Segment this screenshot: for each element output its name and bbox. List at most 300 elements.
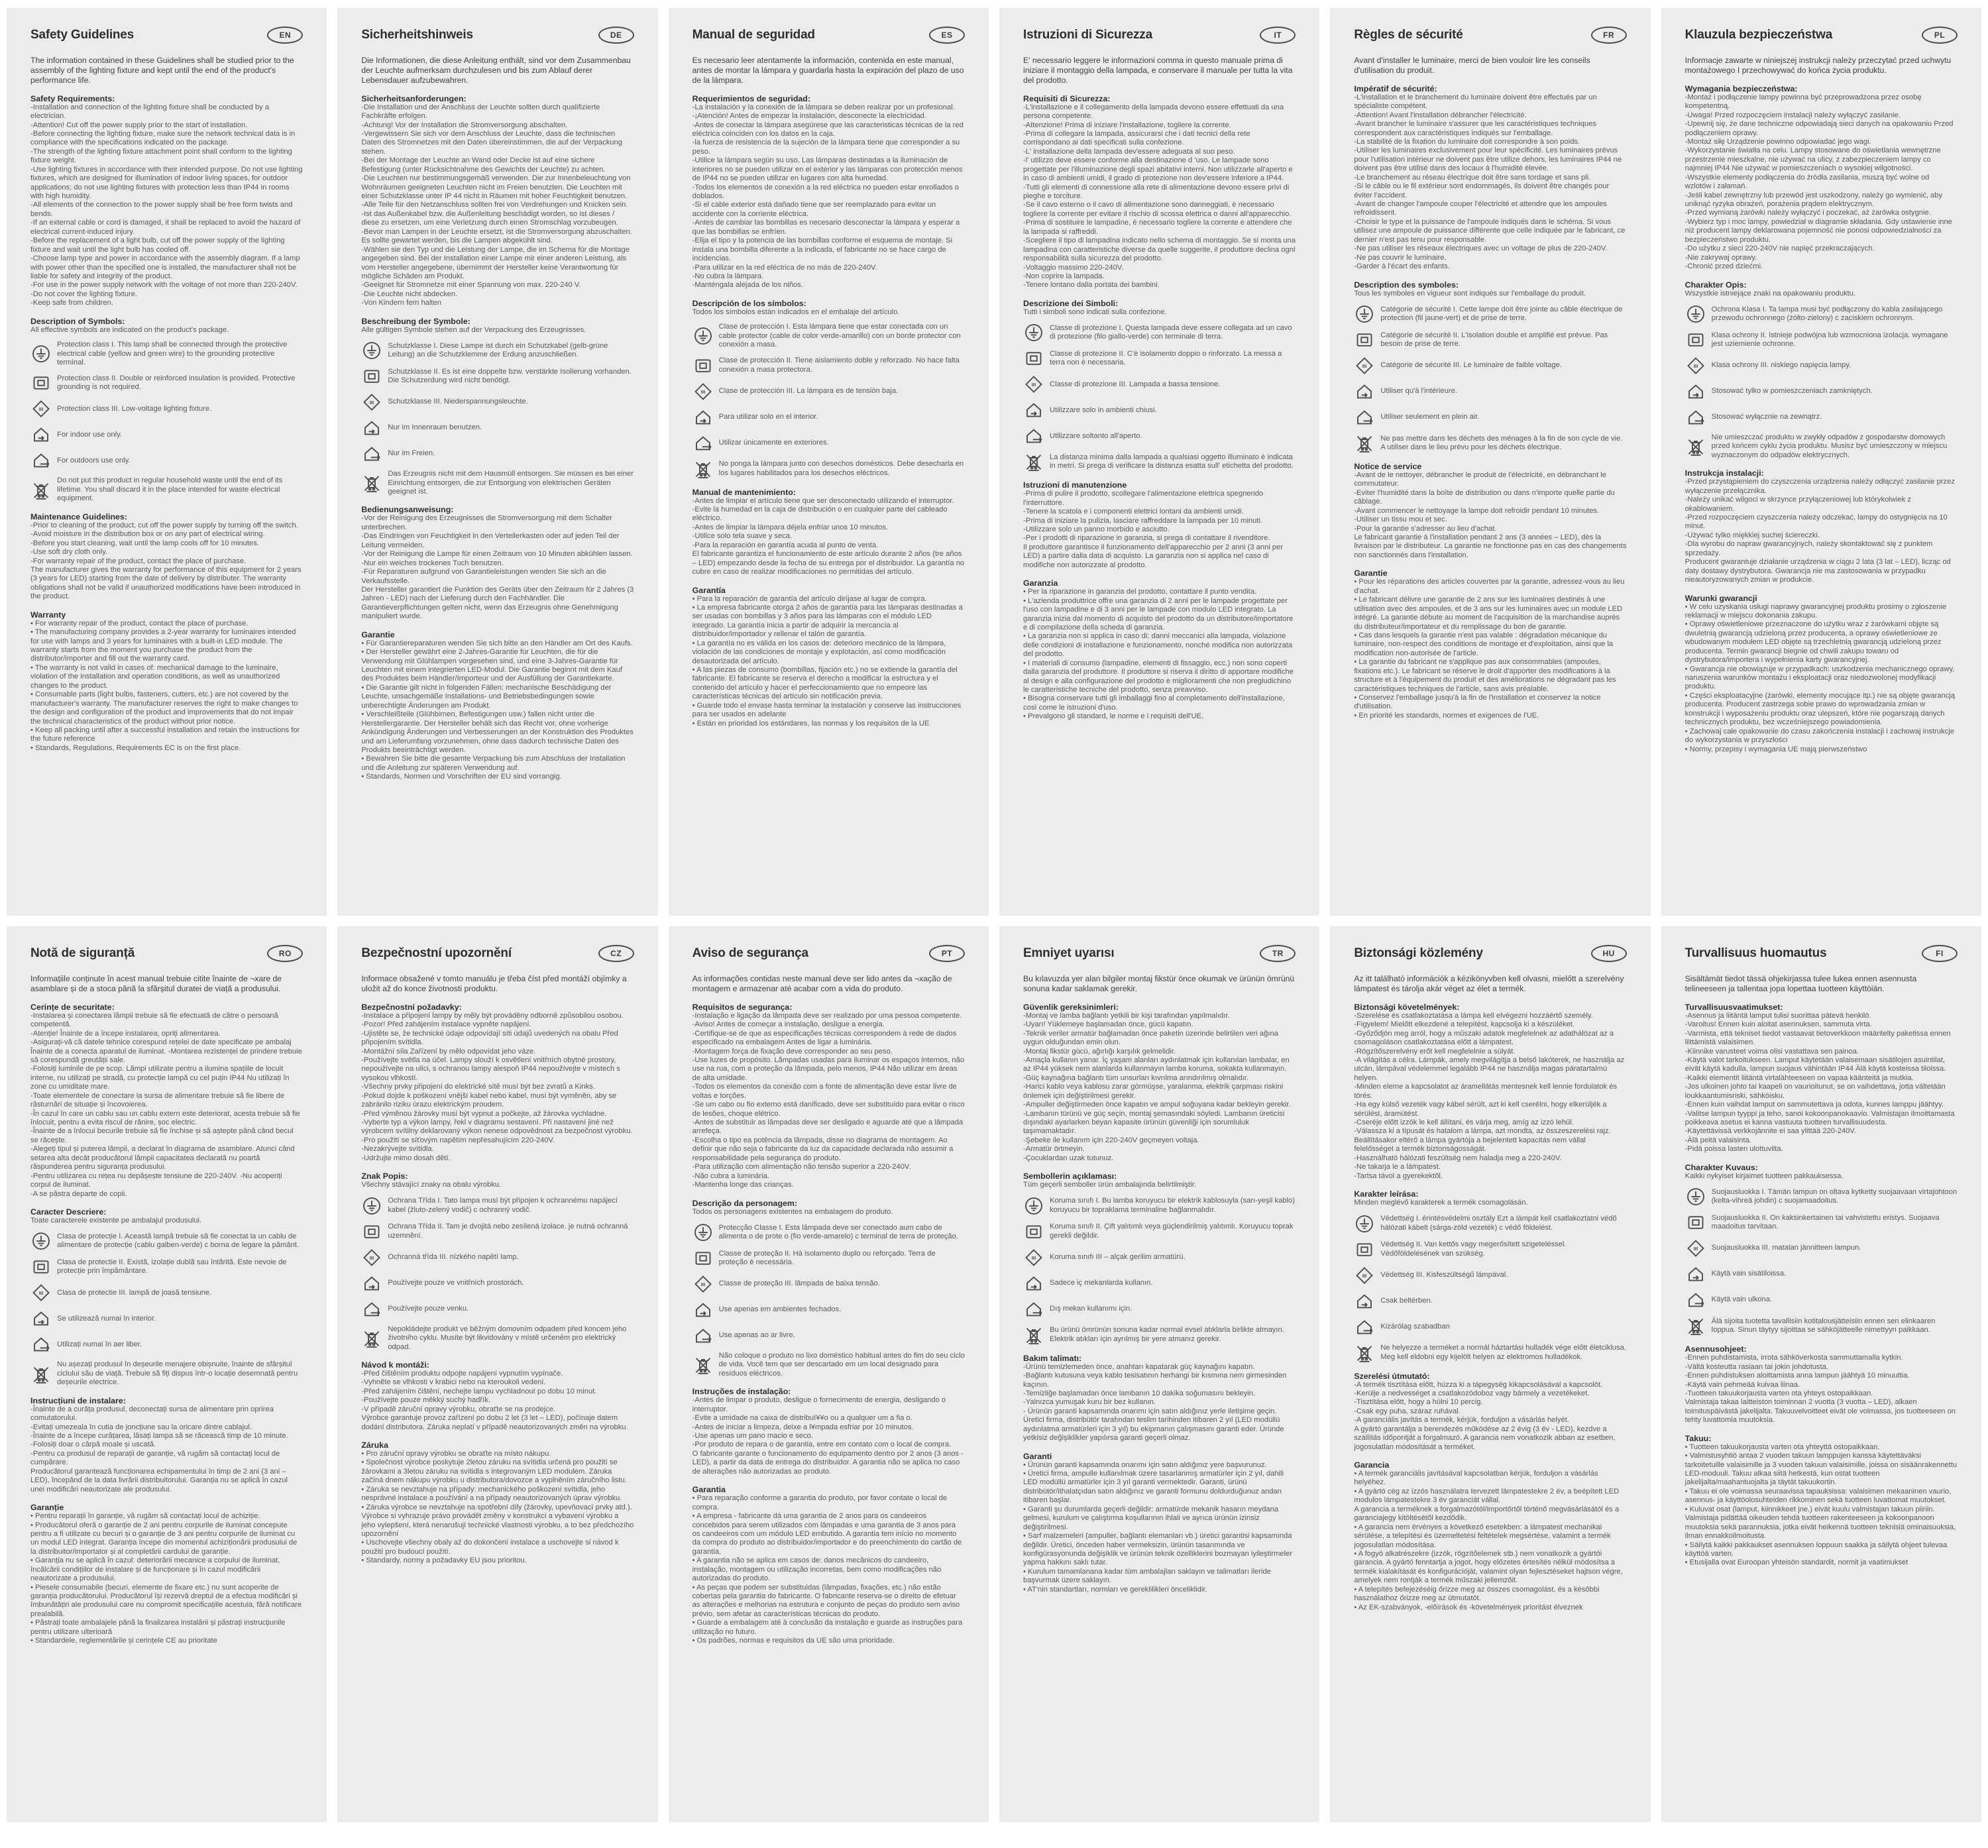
language-badge-label: ES bbox=[941, 30, 953, 40]
symbol-text: Classe di protezione I. Questa lampada deve essere collegata ad un cavo di protezione (filo giallo-verde) con terminale di terra. bbox=[1050, 323, 1292, 341]
instruction-line: • L'azienda produttrice offre una garanzia di 2 anni per le lampade progettate per l'uso con lampadine e di 3 anni per le lampade con modulo LED integrato. La garanzia inizia dal momento di acquisto del prodotto da un distributore/importatore e di compilazione della scheda di garanzia. bbox=[1023, 596, 1294, 631]
protection-class-3-icon bbox=[361, 1248, 382, 1268]
symbol-row bbox=[30, 476, 303, 503]
symbol-text: Bu ürünü ömrünün sonuna kadar normal evsel atıklarla birlikte atmayın. Elektrik atıkları için ayrılmış bir yere atmanız gerekir. bbox=[1050, 1326, 1284, 1343]
symbol-row bbox=[1354, 1240, 1626, 1260]
language-badge-label: EN bbox=[279, 30, 292, 40]
indoor-use-icon bbox=[1354, 1291, 1375, 1311]
instruction-line: -Należy unikać wilgoci w skrzynce przyłączeniowej lub którykolwiek z okablowaniem. bbox=[1684, 496, 1911, 513]
symbol-text: Sadece iç mekanlarda kullanın. bbox=[1050, 1278, 1153, 1287]
instruction-line: -Înainte de a începe curățarea, lăsați lampa să se răcească timp de 10 minute. bbox=[30, 1432, 288, 1440]
weee-bin-icon bbox=[361, 473, 382, 493]
leaflet-row-1 bbox=[7, 8, 1981, 916]
symbol-text: Používejte pouze venku. bbox=[388, 1304, 469, 1313]
instruction-line: -Avant de le nettoyer, débrancher le produit de l'électricité, en débranchant le commutateur. bbox=[1354, 470, 1607, 488]
section-heading: Návod k montáži: bbox=[361, 1360, 429, 1370]
instruction-line: • A termék garanciális javításával kapcsolatban kérjük, forduljon a vásárlás helyéhez. bbox=[1354, 1470, 1598, 1487]
indoor-use-icon bbox=[1023, 400, 1044, 420]
instruction-line: -Pentru ca produsul de reparații de garanție, vă rugăm să contactați locul de cumpărare. bbox=[30, 1449, 280, 1467]
symbol-row bbox=[1685, 408, 1958, 427]
section-heading: Istruzioni di manutenzione bbox=[1023, 480, 1127, 490]
instruction-line: -Figyelem! Mielőtt elkezdené a telepítést, kapcsolja ki a készüléket. bbox=[1354, 1020, 1575, 1029]
instruction-line: • Tuotteen takuukorjausta varten ota yhteyttä ostopaikkaan. bbox=[1684, 1442, 1880, 1451]
instruction-line: -Használható hálózati feszültség nem haladja meg a 220-240V. bbox=[1354, 1154, 1562, 1162]
instruction-line: Producent gwarantuje działanie urządzenia w ciągu 2 lata (3 lat – LED), licząc od daty dostawy dystrybutora. Gwarancja nie ma zastosowania w przypadku nieautoryzowanych zmian w produkcie. bbox=[1684, 558, 1951, 584]
instruction-line: -Use soft dry cloth only. bbox=[30, 548, 108, 557]
instruction-line: -Nur ein weiches trockenes Tuch benutzen. bbox=[361, 559, 504, 567]
protection-class-2-icon bbox=[361, 366, 382, 386]
symbol-row bbox=[1023, 323, 1296, 343]
instruction-line: -Die Leuchte nicht abdecken. bbox=[361, 290, 458, 298]
instruction-line: El fabricante garantiza el funcionamiento de este artículo durante 2 años (tre años – LED) empezando desde la fecha de su entrega por el distribuidor. La garantía no cubre en caso de realizar modificaciones no permitidas del artículo. bbox=[692, 550, 965, 576]
instruction-line: -Antes de conectar la lámpara asegúrese que las caracteristicas técnicas de la red eléctrica coinciden con los datos en la caja. bbox=[692, 121, 964, 138]
indoor-use-icon bbox=[1023, 1274, 1044, 1293]
instruction-line: A garancia a terméknek a forgalmazótól/importőrtől történő megvásárlásától és a garanciajegy kitöltésétől kezdődik. bbox=[1354, 1505, 1620, 1523]
instruction-line: -Nezakrývejte svítidla. bbox=[361, 1145, 434, 1154]
section-heading: Asennusohjeet: bbox=[1684, 1344, 1747, 1354]
language-badge bbox=[1260, 945, 1296, 962]
indoor-use-icon bbox=[692, 1300, 714, 1320]
instruction-line: -Älä peitä valaisinta. bbox=[1684, 1136, 1751, 1144]
weee-bin-icon bbox=[1685, 437, 1706, 457]
symbol-text: Kizárólag szabadban bbox=[1380, 1322, 1450, 1331]
symbol-row bbox=[361, 418, 634, 438]
column-header bbox=[361, 946, 634, 962]
column-intro: Informațiile conținute în acest manual trebuie citite înainte de ¬xare de asamblare și de a stoca până la sfârșitul duratei de viață a produsului. bbox=[30, 974, 282, 993]
symbol-row bbox=[692, 459, 965, 479]
symbol-row bbox=[361, 470, 634, 496]
section-lead: Tutti i simboli sono indicati sulla confezione. bbox=[1023, 307, 1167, 316]
symbol-text: Protection class II. Double or reinforced insulation is provided. Protective grounding is not required. bbox=[57, 374, 296, 392]
weee-bin-icon bbox=[1354, 1343, 1375, 1363]
instruction-line: -Armatür örtmeyin. bbox=[1023, 1145, 1085, 1154]
instruction-line: • Etusijalla ovat Euroopan yhteisön standardit, normit ja vaatimukset bbox=[1684, 1558, 1908, 1567]
instruction-line: -Kiinnike varusteet voima olisi vastattava sen painoa. bbox=[1684, 1047, 1859, 1056]
instruction-line: • Gwarancja nie obowiązuje w przypadkach: uszkodzenia mechanicznego oprawy, naruszenia warunków montażu i eksploatacji oraz niedozwolonej modyfikacji produktu. bbox=[1684, 665, 1955, 691]
instruction-line: -Ne takarja le a lámpatest. bbox=[1354, 1163, 1441, 1171]
column-header bbox=[1685, 946, 1958, 962]
symbol-text: Nur im Freien. bbox=[388, 449, 435, 458]
protection-class-3-icon bbox=[1685, 1238, 1706, 1258]
instruction-line: -Wszystkie elementy podłączenia do źródła zasilania, muszą być wolne od wzlotów i załamań. bbox=[1684, 173, 1930, 191]
instruction-line: • Standards, Regulations, Requirements EC is on the first place. bbox=[30, 743, 241, 752]
protection-class-2-icon bbox=[361, 1222, 382, 1242]
protection-class-3-icon bbox=[1354, 356, 1375, 376]
instruction-line: • Consumable parts (light bulbs, fasteners, cutters, etc.) are not covered by the manufacturer's warranty. The manufacturer reserves the right to make changes to the design and configuration of the product and improvements that do not impair the technical characteristics of the product without prior notice. bbox=[30, 690, 298, 726]
instruction-line: Üretici firma, distribütör tarafından teslim tarihinden itibaren 2 yıl (LED modüllü aydınlatma armatürleri için 3 yıl) bu ekipmanın çalışmasını garanti eder. Üründe yetkisiz değişiklikler yapılırsa garanti geçerli olmaz. bbox=[1023, 1416, 1284, 1442]
weee-bin-icon bbox=[1354, 433, 1375, 453]
protection-class-1-icon bbox=[1685, 1187, 1706, 1207]
section-lead: Všechny stávající znaky na obalu výrobku. bbox=[361, 1181, 502, 1189]
sections bbox=[1685, 1003, 1958, 1568]
language-column bbox=[999, 926, 1319, 1822]
section bbox=[692, 1387, 965, 1476]
column-title: Klauzula bezpieczeństwa bbox=[1684, 28, 1833, 42]
symbol-row bbox=[1354, 1214, 1626, 1234]
symbol-text: Ochrana Třída II. Tam je dvojitá nebo zesílená izolace. je nutná ochranná uzemnění. bbox=[388, 1223, 628, 1240]
instruction-line: -If an external cable or cord is damaged, it shall be replaced to avoid the hazard of electrical current-induced injury. bbox=[30, 219, 301, 236]
instruction-line: -Valitse lampun tyyppi ja teho, sanoi kokoonpanokaavio. Valmistajan ilmoittamasta poikkeava asetus ei kanna vastuuta tuotteen turvallisuudesta. bbox=[1684, 1109, 1955, 1126]
instruction-line: -Varmista, että tekniset tiedot vastaavat tietoverkkoon määritelty paketissa ennen liittämistä valaisimen. bbox=[1684, 1029, 1951, 1047]
symbol-row bbox=[30, 451, 303, 470]
svg-text:III: III bbox=[1693, 362, 1698, 369]
instruction-line: -Instalação e ligação da lâmpada deve ser realizado por uma pessoa competente. bbox=[692, 1011, 962, 1020]
column-intro: E' necessario leggere le informazioni comma in questo manuale prima di iniziare il montaggio della lampada, e conservare il manuale per tutta la vita del prodotto. bbox=[1023, 56, 1293, 85]
section bbox=[1023, 1452, 1296, 1595]
section bbox=[1685, 594, 1958, 754]
protection-class-3-icon bbox=[1023, 1248, 1044, 1268]
instruction-line: -Před čištěním produktu odpojte napájení vypnutím vypínače. bbox=[361, 1369, 563, 1378]
symbol-text: Clase de protección II. Tiene aislamiento doble y reforzado. No hace falta conexión a masa protectora. bbox=[718, 356, 960, 374]
symbol-row bbox=[30, 1283, 303, 1303]
instruction-line: • Prevalgono gli standard, le norme e i requisiti dell'UE. bbox=[1023, 712, 1204, 721]
instruction-line: • AT'nin standartları, normları ve gereklilikleri önceliklidir. bbox=[1023, 1585, 1207, 1594]
instruction-line: -Antes de cambiar las bombillas es necesario desconectar la lámpara y esperar a que las bombillas se enfríen. bbox=[692, 219, 960, 236]
indoor-use-icon bbox=[361, 1274, 382, 1293]
instruction-line: -Cseréje előtt izzók le kell állítani, és várja meg, amíg az izzó lehűl. bbox=[1354, 1118, 1574, 1126]
column-title: Biztonsági közlemény bbox=[1354, 946, 1483, 960]
language-badge bbox=[267, 945, 303, 962]
instruction-line: -Installation and connection of the lighting fixture shall be conducted by a electrician. bbox=[30, 103, 270, 121]
instruction-line: • Für Garantiereparaturen wenden Sie sich bitte an den Händler am Ort des Kaufs. bbox=[361, 639, 633, 647]
instruction-line: -Das Eindringen von Feuchtigkeit in den Verteilerkasten oder auf jeden Teil der Leitung vermeiden. bbox=[361, 532, 620, 549]
instruction-line: • Piesele consumabile (becuri, elemente de fixare etc.) nu sunt acoperite de garanția producătorului. Producătorul își rezervă dreptul de a efectua modificări și îmbunătățiri ale produsului care nu compromit specificațiile acestuia, fără notificare prealabilă. bbox=[30, 1583, 302, 1618]
section bbox=[30, 1503, 303, 1646]
protection-class-1-icon bbox=[361, 341, 382, 360]
instruction-line: • Der Hersteller gewährt eine 2-Jahres-Garantie für Leuchten, die für die Verwendung mit Glühlampen vorgesehen sind, und eine 3-Jahres-Garantie für Leuchten mit einem integrierten LED-Modul. Die Garantie beginnt mit dem Kauf des Produktes beim Händler/Importeur und der Ausfüllung der Garantiekarte. bbox=[361, 648, 622, 683]
instruction-line: -Certifique-se de que as especificações técnicas correspondem à rede de dados especificado na embalagem Antes de ligar a luminária. bbox=[692, 1029, 957, 1047]
symbol-text: Classe di protezione III. Lampada a bassa tensione. bbox=[1050, 380, 1221, 388]
instruction-line: • A empresa - fabricante dá uma garantia de 2 anos para os candeeiros concebidos para serem utilizados com lâmpadas e uma garantia de 3 anos para os candeeiros com um módulo LED embutido. A garantia tem início no momento da compra do produto ao distribuidor/importador e do preenchimento do cartão de garantia. bbox=[692, 1512, 962, 1556]
instruction-line: -Vor der Reinigung des Erzeugnisses die Stromversorgung mit dem Schalter unterbrechen. bbox=[361, 514, 613, 531]
protection-class-1-icon bbox=[1023, 323, 1044, 343]
symbol-text: Clase de protección I. Esta lámpara tiene que estar conectada con un cable protector (cable de color verde-amarillo) con un borde protector con conexión a masa. bbox=[718, 323, 961, 349]
instruction-line: • Pour les réparations des articles couvertes par la garantie, adressez-vous au lieu d'achat. bbox=[1354, 578, 1625, 595]
symbol-text: Védettség II. Van kettős vagy megerősített szigeteléssel. Védőföldelésének van szükség. bbox=[1380, 1240, 1567, 1258]
symbol-text: Utilizzare soltanto all'aperto. bbox=[1050, 431, 1142, 440]
symbol-text: No ponga la lámpara junto con desechos domésticos. Debe desecharla en los lugares habilitados para los desechos eléctricos. bbox=[718, 460, 964, 477]
instruction-line: -Lambanın türünü ve güç seçin, montaj şemasındaki söyledi. Lambanın üreticisi dışındaki ayarlarken beyan kapasite ürünün güvenliği için sorumluluk taşımamaktadır. bbox=[1023, 1109, 1285, 1136]
instruction-line: -For use in the power supply network with the voltage of not more than 220-240V. bbox=[30, 281, 298, 290]
svg-text:III: III bbox=[700, 1281, 705, 1287]
instruction-line: • The warranty is not valid in cases of: mechanical damage to the luminaire, violation of the installation and operation conditions, as well as unauthorized changes to the product. bbox=[30, 663, 280, 690]
instruction-line: • A las piezas de consumo (bombillas, fijación etc.) no se extiende la garantía del fabricante. El fabricante se reserva el derecho a modificar la estructura y el contenido del artículo y hacer el perfeccionamiento que no empeore las características técnicas del artículo sin notificación previa. bbox=[692, 666, 958, 701]
section bbox=[1354, 84, 1626, 272]
section-heading: Garantie bbox=[1354, 569, 1388, 578]
instruction-line: Valmistaja takaa laitteiston toiminnan 2 vuotta (3 vuotta – LED), alkaen toimituspäivästä jakelijalta. Takuuvelvoitteet eivät ole voimassa, jos tuotteeseen on tehty luvattomia muutoksia. bbox=[1684, 1398, 1956, 1425]
symbol-row bbox=[361, 341, 634, 360]
symbol-row bbox=[361, 1299, 634, 1319]
protection-class-2-icon bbox=[692, 1248, 714, 1268]
section bbox=[1685, 1344, 1958, 1425]
column-header bbox=[361, 28, 634, 44]
outdoor-use-icon bbox=[692, 433, 714, 453]
instruction-line: -A se păstra departe de copii. bbox=[30, 1189, 127, 1198]
instruction-line: -Montaż siłę Urządzenie powinno odpowiadać jego wagi. bbox=[1684, 137, 1871, 146]
instruction-line: -Utiliser un tissu mou et sec. bbox=[1354, 516, 1447, 524]
symbol-row bbox=[692, 1326, 965, 1346]
column-header bbox=[30, 946, 303, 962]
symbol-text: Catégorie de sécurité II. L'isolation double et amplifié est prévue. Pas besoin de prise de terre. bbox=[1380, 331, 1608, 348]
instruction-line: -Evite la humedad en la caja de distribución o en cualquier parte del cableado eléctrico. bbox=[692, 506, 948, 523]
protection-class-2-icon bbox=[1354, 330, 1375, 350]
section-lead: Tous les symboles en vigueur sont indiqués sur l'emballage du produit. bbox=[1354, 289, 1586, 298]
language-badge-label: RO bbox=[278, 949, 292, 958]
instruction-line: -Choose lamp type and power in accordance with the assembly diagram. If a lamp with power other than the specified one is installed, the manufacturer shall not be liable for safety and integrity of the product. bbox=[30, 254, 300, 280]
instruction-line: -Pokud dojde k poškození vnější kabel nebo kabel, musí být vyměněn, aby se zabránilo riziku úrazu elektrickým proudem. bbox=[361, 1091, 617, 1109]
section bbox=[1023, 1003, 1296, 1163]
instruction-line: -Do not cover the lighting fixture. bbox=[30, 290, 138, 298]
svg-text:III: III bbox=[38, 406, 44, 413]
section-lead: Todos los símbolos están indicados en el embalaje del artículo. bbox=[692, 307, 900, 316]
instruction-line: -Před výměnou žárovky musí být vypnut a počkejte, až žárovka vychladne. bbox=[361, 1109, 607, 1118]
instruction-line: -Kerülje a nedvességet a csatlakozódoboz vagy bármely a vezetékeket. bbox=[1354, 1389, 1590, 1397]
symbol-text: Védettség I. érintésvédelmi osztály Ezt a lámpát kell csatlakoztatni védő hálózati kábelt (sárga-zöld vezeték) c védő földelést. bbox=[1380, 1215, 1617, 1232]
symbol-row bbox=[30, 373, 303, 393]
outdoor-use-icon bbox=[1023, 1299, 1044, 1319]
symbol-row bbox=[1354, 1266, 1626, 1285]
section-heading: Beschreibung der Symbole: bbox=[361, 316, 470, 326]
instruction-line: • Kuluvat osat (lamput, kiinnikkeet jne.) eivät kuulu valmistajan takuun piiriin. Valmistaja pidättää oikeuden tehdä tuotteen rakenteeseen ja kokoonpanoon muutoksia sekä parannuksia, jotka eivät heikennä tuotteen teknisiä ominaisuuksia, ilman ennakkoilmoitusta. bbox=[1684, 1505, 1956, 1541]
symbol-text: Nur im Innenraum benutzen. bbox=[388, 423, 482, 432]
section-heading: Requerimientos de seguridad: bbox=[692, 93, 810, 103]
protection-class-1-icon bbox=[1023, 1196, 1044, 1216]
instruction-line: -All elements of the connection to the power supply shall be free form twists and bends. bbox=[30, 201, 293, 218]
instruction-line: -Prima di pulire il prodotto, scollegare l'alimentazione elettrica spegnendo l'interruttore. bbox=[1023, 490, 1264, 507]
language-badge bbox=[1591, 945, 1627, 962]
instruction-line: -Pozor! Před zahájením instalace vypněte napájení. bbox=[361, 1020, 531, 1029]
symbol-text: La distanza minima dalla lampada a qualsiasi oggetto illuminato è indicata in metri. Si prega di verificare la distanza esatta sull' etichetta del prodotto. bbox=[1050, 453, 1294, 470]
section-lead: Toate caracterele existente pe ambalajul produsului. bbox=[30, 1216, 202, 1224]
section-heading: Warranty bbox=[30, 610, 66, 620]
symbol-row bbox=[1354, 330, 1626, 350]
symbol-text: Use apenas em ambientes fechados. bbox=[718, 1305, 842, 1314]
protection-class-2-icon bbox=[692, 356, 714, 376]
instruction-line: -Se il cavo esterno o il cavo di alimentazione sono danneggiati, è necessario togliere la corrente per evitare il rischio di scossa elettrica o danni all'apparecchio. bbox=[1023, 201, 1292, 218]
instruction-line: • Para la reparación de garantía del artículo diríjase al lugar de compra. bbox=[692, 594, 927, 603]
symbol-text: Utiliser seulement en plein air. bbox=[1380, 413, 1480, 421]
section-lead: Todos os personagens existentes na embalagem do produto. bbox=[692, 1207, 893, 1216]
language-badge bbox=[1922, 945, 1958, 962]
symbol-text: Stosować tylko w pomieszczeniach zamkniętych. bbox=[1711, 387, 1873, 396]
instruction-line: -Teknik veriler armatür bağlamadan önce paketin üzerinde belirtilen veri ağına uygun olduğundan emin olun. bbox=[1023, 1029, 1278, 1047]
instruction-line: -Por produto de repara o de garantia, entre em contato com o local de compra. bbox=[692, 1440, 952, 1449]
symbol-text: Käytä vain sisätiloissa. bbox=[1711, 1270, 1787, 1278]
instruction-line: -Uwaga! Przed rozpoczęciem instalacji należy wyłączyć zasilanie. bbox=[1684, 111, 1901, 119]
instruction-line: -Folosiți doar o cârpă moale și uscată. bbox=[30, 1440, 156, 1449]
instruction-line: -Jos ulkoinen johto tai kaapeli on vaurioitunut, se on vaihdettava, jotta vältetään loukkaantumisriski, sähköisku. bbox=[1684, 1083, 1946, 1100]
section-heading: Garancia bbox=[1354, 1460, 1390, 1470]
instruction-line: -Se um cabo ou fio externo está danificado, deve ser substituído para evitar o risco de lesões, choque elétrico. bbox=[692, 1101, 965, 1118]
section bbox=[1685, 1434, 1958, 1568]
instruction-line: -Ha egy külső vezeték vagy kábel sérült, azt ki kell cserélni, hogy elkerüljék a sérülést, áramütést. bbox=[1354, 1101, 1607, 1118]
instruction-line: Výrobce garantuje provoz zařízení po dobu 2 let (3 let – LED), počínaje datem dodání distributora. Záruka neplatí v případě neautorizovaných změn na výrobku. bbox=[361, 1414, 628, 1431]
column-intro: Informace obsažené v tomto manuálu je třeba číst před montáží objímky a uložit až do konce životnosti produktu. bbox=[361, 974, 627, 993]
symbol-row bbox=[1023, 1248, 1296, 1268]
symbol-text: Protection class III. Low-voltage lighting fixture. bbox=[57, 404, 212, 413]
instruction-line: Producătorul garantează funcționarea echipamentului în timp de 2 ani (3 ani – LED), începând de la data livrării distribuitorului. Garanția nu se aplică în cazul unei modificări neautorizate ale produsului. bbox=[30, 1467, 288, 1494]
language-column bbox=[1330, 8, 1650, 916]
symbol-row bbox=[692, 433, 965, 453]
instruction-line: Il produttore garantisce il funzionamento dell'apparecchio per 2 anni (3 anni per LED) a partire dalla data di acquisto. La garanzia non si applica nel caso di modifiche non autorizzate al prodotto. bbox=[1023, 543, 1284, 569]
symbol-text: Protecção Classe I. Esta lâmpada deve ser conectado aum cabo de alimenta o de prote o (fio verde-amarelo) c terminal de terra de proteção. bbox=[718, 1223, 958, 1240]
section bbox=[1354, 1189, 1626, 1362]
section-heading: Requisitos de segurança: bbox=[692, 1002, 793, 1012]
column-intro: Informacje zawarte w niniejszej instrukcji należy przeczytać przed uchwytu montażowego I przechowywać do końca życia produktu. bbox=[1684, 56, 1952, 75]
instruction-line: • Standardy, normy a požadavky EU jsou prioritou. bbox=[361, 1556, 527, 1565]
section bbox=[1023, 480, 1296, 570]
language-badge bbox=[1260, 27, 1296, 44]
section bbox=[1023, 1171, 1296, 1344]
section-heading: Bakım talimatı: bbox=[1023, 1353, 1082, 1363]
instruction-line: -Minden eleme a kapcsolatot az áramellátás mentesnek kell lennie fordulatok és törés. bbox=[1354, 1083, 1618, 1100]
instruction-line: -¡Atención! Antes de empezar la instalación, desconecte la electricidad. bbox=[692, 112, 926, 121]
symbol-text: Utiliser qu'à l'intérieure. bbox=[1380, 387, 1457, 396]
section-heading: Takuu: bbox=[1684, 1433, 1712, 1443]
instruction-line: • Guarde todo el envase hasta terminar la instalación y conserve las instrucciones para ser usados en adelante bbox=[692, 701, 962, 719]
instruction-line: • Păstrați toate ambalajele până la finalizarea instalării și păstrați instrucțiunile pentru utilizare ulterioară bbox=[30, 1619, 286, 1636]
instruction-line: -Tisztítása előtt, hogy a hülni 10 percig. bbox=[1354, 1398, 1483, 1407]
section bbox=[30, 1396, 303, 1494]
instruction-line: -Tutti gli elementi di connessione alla rete di alimentazione devono essere privi di pieghe e torciture. bbox=[1023, 183, 1290, 200]
instruction-line: • W celu uzyskania usługi naprawy gwarancyjnej produktu prosimy o zgłoszenie reklamacji w miejscu dokonania zakupu. bbox=[1684, 602, 1947, 620]
section-heading: Descrizione dei Simboli: bbox=[1023, 298, 1119, 308]
instruction-line: -Udržujte mimo dosah dětí. bbox=[361, 1154, 451, 1162]
symbol-text: Ochrona Klasa I. Ta lampa musi być podłączony do kabla zasilającego przewodu ochronnego (żółto-zielony) c zaciskiem ochronnym. bbox=[1711, 305, 1943, 322]
section bbox=[692, 1003, 965, 1190]
sections bbox=[30, 1003, 303, 1646]
instruction-line: • A garancia nem érvényes a következő esetekben: a lámpatest mechanikai sérülése, a telepítési és üzemeltetési feltételek megsértése, valamint a termék jogosulatlan módosítása. bbox=[1354, 1523, 1611, 1549]
section bbox=[30, 610, 303, 753]
column-title: Emniyet uyarısı bbox=[1023, 946, 1115, 960]
symbol-row bbox=[1023, 349, 1296, 368]
instruction-line: -l' utilizzo deve essere conforme alla destinazione d 'uso. Le lampade sono progettate per l'illuminazione degli spazi abitativi interni. Non utilizzarle all'aperto e in caso di ambienti umidi, il grado di protezione non dev'essere inferiore a IP44. bbox=[1023, 156, 1293, 183]
weee-bin-icon bbox=[1023, 452, 1044, 472]
column-title: Safety Guidelines bbox=[30, 28, 135, 42]
symbol-row bbox=[1023, 1325, 1296, 1345]
instruction-line: • A gyártó cég az izzós használatra tervezett lámpatestekre 2 év, a beépített LED modulos lámpatestekre 3 év garanciát vállal. bbox=[1354, 1487, 1620, 1505]
protection-class-3-icon bbox=[361, 392, 382, 412]
symbol-row bbox=[30, 341, 303, 367]
symbol-text: Koruma sınıfı I. Bu lamba koruyucu bir elektrik kablosuyla (sarı-yeşil kablo) koruyucu bir topraklama terminaline bağlanmalıdır. bbox=[1050, 1197, 1295, 1214]
symbol-row bbox=[30, 1360, 303, 1387]
instruction-line: • Bisogna conservare tutti gli imballaggi fino al completamento dell'installazione, così come le istruzioni d'uso. bbox=[1023, 694, 1285, 712]
language-badge bbox=[929, 945, 965, 962]
outdoor-use-icon bbox=[1685, 408, 1706, 427]
instruction-line: -Prima di iniziare la pulizia, lasciare raffreddare la lampada per 10 minuti. bbox=[1023, 516, 1263, 525]
symbol-text: Use apenas ao ar livre. bbox=[718, 1331, 795, 1340]
symbol-text: Suojausluokka II. On kaksinkertainen tai vahvistettu eristys. Suojaava maadoitus tarvitaan. bbox=[1711, 1213, 1940, 1231]
instruction-line: -Utilice solo tela suave y seca. bbox=[692, 532, 793, 541]
symbol-text: Klasa ochrony III. niskiego napięcia lampy. bbox=[1711, 361, 1851, 370]
protection-class-3-icon bbox=[30, 399, 52, 419]
instruction-line: -Prima di collegare la lampada, assicurarsi che i dati tecnici della rete corrispondano ai dati specificati sulla confezione. bbox=[1023, 129, 1250, 147]
symbol-text: Schutzklasse III. Niederspannungsleuchte. bbox=[388, 398, 528, 406]
protection-class-3-icon bbox=[692, 1274, 714, 1294]
language-column bbox=[1661, 8, 1981, 916]
instruction-line: -Antes de limpiar la lámpara déjela enfriar unos 10 minutos. bbox=[692, 523, 889, 531]
section-heading: Description of Symbols: bbox=[30, 316, 125, 326]
section bbox=[1685, 1003, 1958, 1154]
instruction-line: -Güç kaynağına bağlantı tüm unsurları kıvrılma arındırılmış olmalıdır. bbox=[1023, 1073, 1249, 1082]
section bbox=[30, 317, 303, 504]
instruction-line: • Standards, Normen und Vorschriften der EU sind vorrangig. bbox=[361, 773, 562, 781]
instruction-line: -Wählen sie den Typ und die Leistung der Lampe, die im Schema für die Montage angegeben sind. Bei der Installation einer Lampe mir einer anderen Leistung, als vom Hersteller angegebene, übernimmt der Hersteller keine Verantwortung für mögliche Schäden am Produkt. bbox=[361, 245, 630, 280]
column-intro: Die Informationen, die diese Anleitung enthält, sind vor dem Zusammenbau der Leuchte aufmerksam durchzulesen und bis zum Ablauf derer Lebensdauer aufzubewahren. bbox=[361, 56, 631, 85]
symbol-row bbox=[692, 356, 965, 376]
instruction-line: • Garanti şu durumlarda geçerli değildir: armatürde mekanik hasarın meydana gelmesi, kurulum ve çalıştırma koşullarının ihlali ve ayrıca ürünün izinsiz değiştirilmesi. bbox=[1023, 1505, 1279, 1531]
symbol-row bbox=[692, 1223, 965, 1242]
instruction-line: -Avoid moisture in the distribution box or on any part of electrical wiring. bbox=[30, 530, 265, 539]
section bbox=[361, 630, 634, 782]
symbol-row bbox=[1354, 433, 1626, 453]
instruction-line: -Scegliere il tipo di lampadina indicato nello schema di montaggio. Se si monta una lampadina con caratteristiche diverse da quelle suggerite, il produttore declina ogni responsabilità sulla sicurezza del prodotto. bbox=[1023, 237, 1296, 263]
weee-bin-icon bbox=[692, 1355, 714, 1375]
instruction-line: -Atenție! Înainte de a începe instalarea, opriți alimentarea. bbox=[30, 1029, 221, 1038]
section bbox=[1023, 299, 1296, 472]
instruction-line: -Montaj fikstür gücü, ağırlığı karşılık gelmelidir. bbox=[1023, 1047, 1176, 1056]
instruction-line: -Vyhněte se vlhkosti v krabici nebo na kteroukoli vedení. bbox=[361, 1378, 546, 1387]
symbol-text: Clasa de protecție I. Această lampă trebuie să fie conectat la un cablu de alimentare de protecție (cablu galben-verde) c borna de legare la pământ. bbox=[57, 1232, 300, 1250]
symbol-row bbox=[1685, 356, 1958, 376]
instruction-line: -Aviso! Antes de começar a instalação, desligue a energia. bbox=[692, 1020, 885, 1029]
symbol-row bbox=[361, 1196, 634, 1216]
symbol-text: Para utilizar solo en el interior. bbox=[718, 412, 818, 421]
instruction-line: -Garder à l'écart des enfants. bbox=[1354, 262, 1450, 271]
instruction-line: Der Hersteller garantiert die Funktion des Geräts über den Zeitraum für 2 Jahres (3 Jahren - LED) nach der Lieferung durch den Fachhändler. Die Garantieverpflichtungen gelten nicht, wenn das Erzeugnis ohne Genehmigung manipuliert wurde. bbox=[361, 585, 634, 621]
language-badge-label: DE bbox=[610, 30, 622, 40]
language-badge bbox=[267, 27, 303, 44]
instruction-line: -Avant brancher le luminaire s'assurer que les caractéristiques techniques correspondent aux caractéristiques indiqués sur l'emballage. bbox=[1354, 120, 1597, 137]
symbol-text: Utilizzare solo in ambienti chiusi. bbox=[1050, 406, 1157, 414]
instruction-line: -Utilizzare solo un panno morbido e asciutto. bbox=[1023, 525, 1170, 533]
column-title: Manual de seguridad bbox=[692, 28, 815, 42]
instruction-line: -Pentru utilizarea cu rețea nu depășește tensiune de 220-240V. -Nu acoperiți corpul de iluminat. bbox=[30, 1171, 282, 1189]
instruction-line: • Keep all packing until after a successful installation and retain the instructions for the future reference bbox=[30, 726, 300, 743]
symbol-text: Stosować wyłącznie na zewnątrz. bbox=[1711, 413, 1822, 421]
symbol-row bbox=[361, 1325, 634, 1352]
section-heading: Description des symboles: bbox=[1354, 280, 1459, 290]
instruction-line: • For warranty repair of the product, contact the place of purchase. bbox=[30, 619, 248, 627]
instruction-line: -Ürünü temizlemeden önce, anahtarı kapatarak güç kaynağını kapatın. bbox=[1023, 1362, 1255, 1371]
column-header bbox=[1023, 28, 1296, 44]
symbol-text: Suojausluokka I. Tämän lampun on oltava kytketty suojaavaan virtajohtoon (kelta-vihreä johdin) c suojamaadoitus. bbox=[1711, 1187, 1958, 1205]
column-intro: As informações contidas neste manual deve ser lido antes da ¬xação de montagem e armazenar até acabar com a vida do produto. bbox=[692, 974, 952, 993]
instruction-line: -Use lighting fixtures in accordance with their intended purpose. Do not use lighting fixtures, which are designed for illumination of indoor living spaces, for outdoor applications; do not use lighting fixtures with protection less than IP44 in rooms with high humidity. bbox=[30, 165, 303, 200]
language-badge-label: HU bbox=[1602, 949, 1615, 958]
instruction-line: -Toate elementele de conectare la sursa de alimentare trebuie să fie libere de răsturnări de situație și încovoierea. bbox=[30, 1091, 285, 1109]
language-column bbox=[669, 8, 989, 916]
indoor-use-icon bbox=[361, 418, 382, 438]
symbol-text: Ochrana Třída I. Tato lampa musí být připojen k ochrannému napájecí kabel (žluto-zelený vodič) c ochranný vodič. bbox=[388, 1197, 618, 1214]
language-badge bbox=[598, 945, 634, 962]
protection-class-1-icon bbox=[1354, 304, 1375, 324]
symbol-text: Utilizar únicamente en exteriores. bbox=[718, 438, 829, 447]
section bbox=[692, 1485, 965, 1645]
instruction-line: -Amaçla kullanın yanar. İç yaşam alanları aydınlatmak için kullanılan lambalar, en az IP44 yüksek nem alanlarda kullanmayın lamba koruma, sokakta kullanmayın. bbox=[1023, 1056, 1290, 1073]
weee-bin-icon bbox=[30, 1364, 52, 1384]
instruction-line: -Ennen puhdistuksen aloittamista anna lampun jäähtyä 10 minuuttia. bbox=[1684, 1372, 1910, 1380]
instruction-line: -La instalación y la conexión de la lámpara se deben realizar por un profesional. bbox=[692, 103, 955, 111]
language-badge-label: FI bbox=[1936, 949, 1944, 958]
section bbox=[30, 94, 303, 308]
column-intro: Es necesario leer atentamente la información, contenida en este manual, antes de montar la lámpara y guardarla hasta la expiración del plazo de uso de la lámpara. bbox=[692, 56, 964, 85]
instruction-line: -Per i prodotti di riparazione in garanzia, si prega di contattare il rivenditore. bbox=[1023, 534, 1270, 543]
instruction-line: -L'installation et le branchement du luminaire doivent être effectués par un spécialiste compétent. bbox=[1354, 93, 1597, 111]
instruction-line: -Pour la garantie s'adresser au lieu d'achat. bbox=[1354, 524, 1497, 533]
instruction-line: -Csak egy puha, száraz ruhával. bbox=[1354, 1407, 1461, 1415]
instruction-line: • Zachowaj całe opakowanie do czasu zakończenia instalacji i zachowaj instrukcje do wykorzystania w przyszłości bbox=[1684, 727, 1954, 745]
